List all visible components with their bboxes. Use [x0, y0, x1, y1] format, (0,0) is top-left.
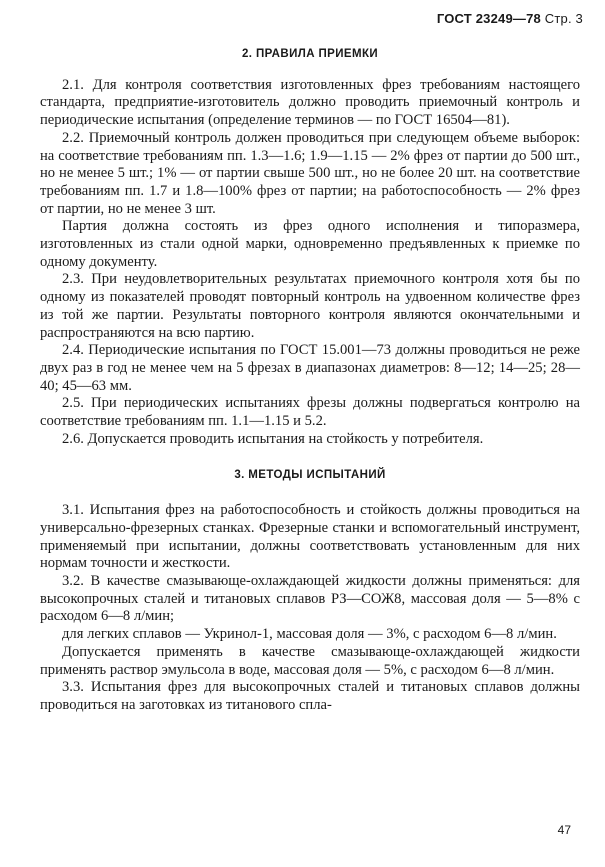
paragraph-2-1: 2.1. Для контроля соответствия изготовленных фрез требованиям настоящего стандарта, предприятие-изготовитель должно проводить приемочный контроль и периодические испытания (определение терминов — по ГОСТ 16504—81). [40, 76, 580, 129]
page-content [40, 46, 580, 715]
paragraph-3-3: 3.3. Испытания фрез для высокопрочных сталей и титановых сплавов должны проводиться на заготовках из титанового спла- [40, 679, 580, 713]
paragraph-2-2: 2.2. Приемочный контроль должен проводиться при следующем объеме выборок: на соответствие требованиям пп. 1.3—1.6; 1.9—1.15 — 2% фрез от партии до 500 шт., но не менее 5 шт.; 1% — от партии свыше 500 шт., но не более 20 шт. на соответствие требованиям пп. 1.7 и 1.8—100% фрез от партии; на работоспособность — 2% фрез от партии, но не менее 3 шт. [40, 129, 580, 217]
paragraph-3-2: 3.2. В качестве смазывающе-охлаждающей жидкости должны применяться: для высокопрочных сталей и титановых сплавов РЗ—СОЖ8, массовая доля — 5—8% с расходом 6—8 л/мин; [40, 572, 580, 625]
paragraph-2-5: 2.5. При периодических испытаниях фрезы должны подвергаться контролю на соответствие требованиям пп. 1.1—1.15 и 5.2. [40, 395, 580, 430]
page-number: 47 [557, 823, 571, 837]
paragraph-2-2-batch: Партия должна состоять из фрез одного исполнения и типоразмера, изготовленных из стали одной марки, одновременно предъявленных к приемке по одному документу. [40, 218, 580, 270]
paragraph-2-4: 2.4. Периодические испытания по ГОСТ 15.001—73 должны проводиться не реже двух раз в год не менее чем на 5 фрезах в диапазонах диаметров: 8—12; 14—25; 28—40; 45—63 мм. [40, 342, 580, 394]
paragraph-3-2-emulsion: Допускается применять в качестве смазывающе-охлаждающей жидкости применять раствор эмульсола в воде, массовая доля — 5%, с расходом 6—8 л/мин. [40, 643, 580, 678]
paragraph-2-6: 2.6. Допускается проводить испытания на стойкость у потребителя. [62, 430, 484, 447]
standard-number: ГОСТ 23249—78 [436, 11, 541, 26]
page-header [437, 10, 583, 28]
paragraph-3-1: 3.1. Испытания фрез на работоспособность и стойкость должны проводиться на универсально-фрезерных станках. Фрезерные станки и вспомогательный инструмент, применяемый при испытании, должны соответствовать установленным для них нормам точности и жесткости. [40, 502, 580, 572]
section-2-heading: 2. ПРАВИЛА ПРИЕМКИ [241, 48, 379, 60]
paragraph-2-3: 2.3. При неудовлетворительных результатах приемочного контроля хотя бы по одному из показателей проводят повторный контроль на удвоенном количестве фрез из той же партии. Результаты повторного контроля являются окончательными и распространяются на всю партию. [40, 271, 580, 341]
paragraph-3-2-light-alloys: для легких сплавов — Укринол-1, массовая доля — 3%, с расходом 6—8 л/мин. [62, 626, 557, 643]
page-label: Стр. 3 [544, 11, 583, 26]
section-3-heading: 3. МЕТОДЫ ИСПЫТАНИЙ [234, 469, 386, 482]
